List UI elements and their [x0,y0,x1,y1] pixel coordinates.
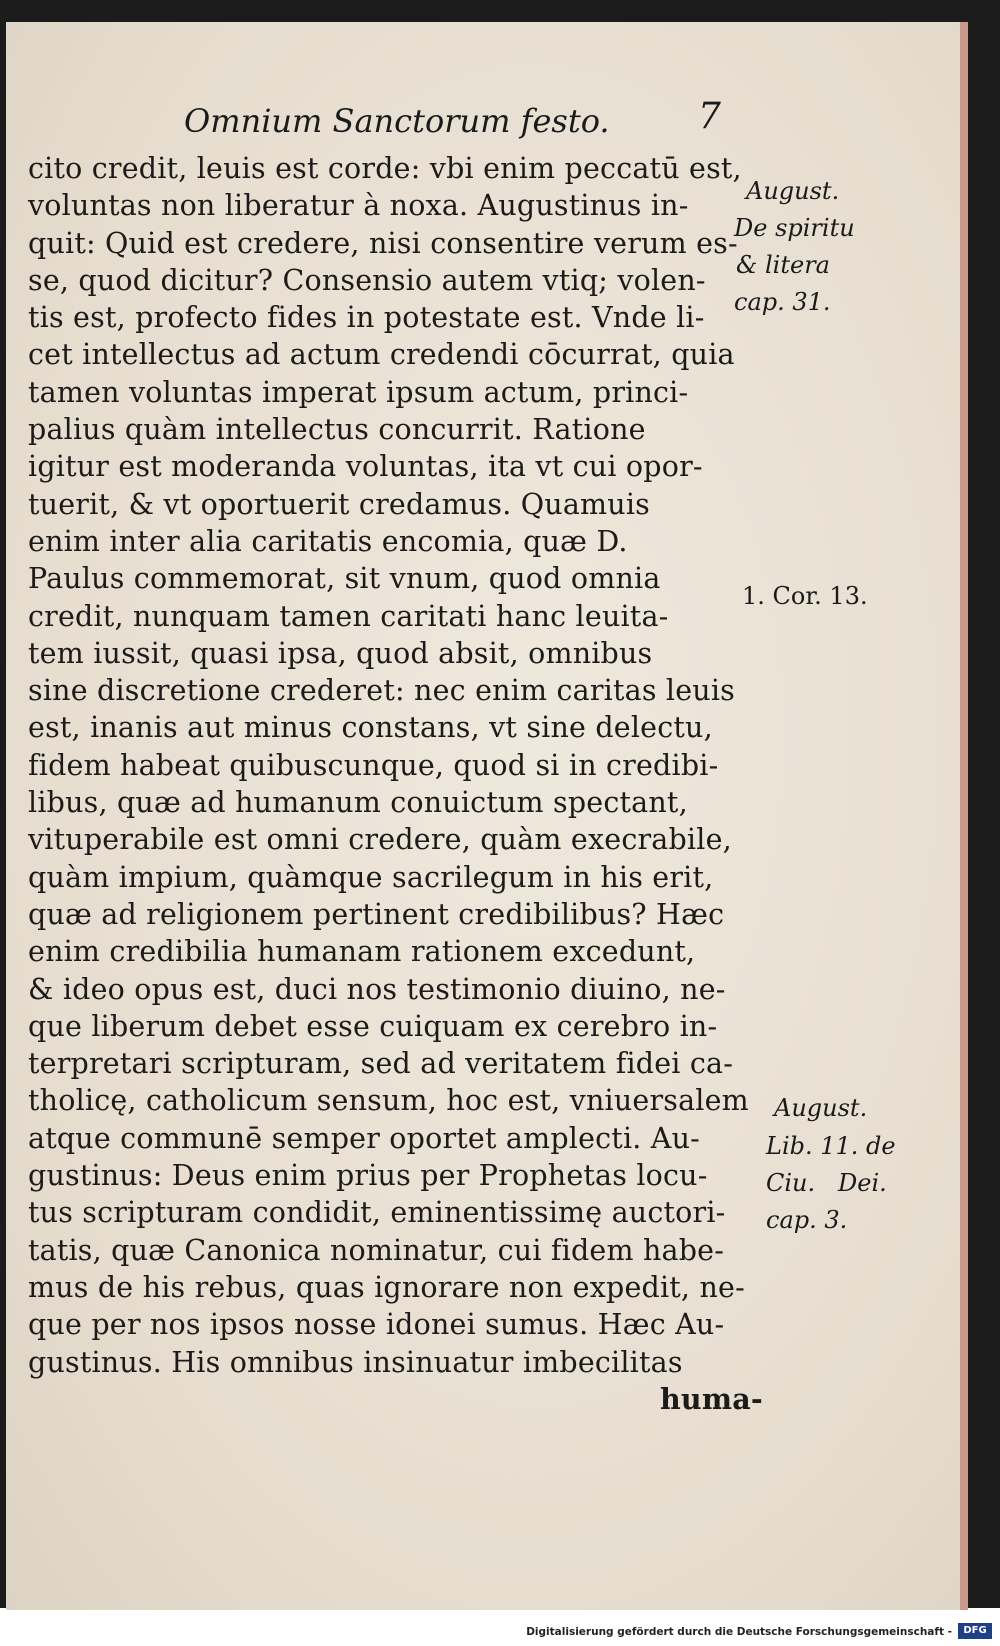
text-line: atque communē semper oportet amplecti. Au- [28,1121,700,1155]
text-line: enim inter alia caritatis encomia, quæ D. [28,524,628,558]
page-edge [960,22,968,1610]
text-line: quàm impium, quàmque sacrilegum in his erit, [28,860,714,894]
catchword: huma- [660,1381,763,1416]
text-line: palius quàm intellectus concurrit. Ratione [28,413,646,447]
book-page [6,22,964,1610]
text-line: Paulus commemorat, sit vnum, quod omnia [28,562,661,596]
text-line: gustinus. His omnibus insinuatur imbecilitas [28,1345,683,1379]
marginal-note-cap: cap. 3. [766,1206,848,1234]
text-line: tamen voluntas imperat ipsum actum, princi- [28,375,689,409]
text-line: credit, nunquam tamen caritati hanc leuita- [28,599,669,633]
text-line: quæ ad religionem pertinent credibilibus? Hæc [28,897,725,931]
text-line: & ideo opus est, duci nos testimonio diuino, ne- [28,972,726,1006]
text-line: tatis, quæ Canonica nominatur, cui fidem habe- [28,1233,725,1267]
text-line: mus de his rebus, quas ignorare non expedit, ne- [28,1270,745,1304]
marginal-note-lib-de: Lib. 11. de [766,1132,896,1160]
running-title: Omnium Sanctorum festo. [184,102,610,140]
text-line: tem iussit, quasi ipsa, quod absit, omnibus [28,636,653,670]
text-line: vituperabile est omni credere, quàm execrabile, [28,823,732,857]
text-line: gustinus: Deus enim prius per Prophetas locu- [28,1159,708,1193]
text-line: voluntas non liberatur à noxa. Augustinus in- [28,189,689,223]
page-number: 7 [698,96,721,137]
marginal-note-de-spiritu: De spiritu [734,214,855,242]
dfg-logo: DFG [958,1623,992,1639]
text-line: que per nos ipsos nosse idonei sumus. Hæc Au- [28,1308,725,1342]
marginal-notes [6,22,964,1610]
text-line: est, inanis aut minus constans, vt sine delectu, [28,711,713,745]
text-line: igitur est moderanda voluntas, ita vt cui opor- [28,450,703,484]
text-line: tholicę, catholicum sensum, hoc est, vniuersalem [28,1084,749,1118]
text-line: sine discretione crederet: nec enim caritas leuis [28,674,735,708]
text-line: libus, quæ ad humanum conuictum spectant, [28,786,688,820]
marginal-note-cap: cap. 31. [734,288,831,316]
text-line: enim credibilia humanam rationem excedunt, [28,935,696,969]
text-line: tuerit, & vt oportuerit credamus. Quamuis [28,487,650,521]
text-line: quit: Quid est credere, nisi consentire verum es- [28,226,738,260]
text-line: tis est, profecto fides in potestate est. Vnde li- [28,301,705,335]
marginal-note-august: August. [774,1094,868,1122]
marginal-note-ciu-dei: Ciu. Dei. [766,1169,887,1197]
text-line: fidem habeat quibuscunque, quod si in credibi- [28,748,719,782]
text-line: tus scripturam condidit, eminentissimę auctori- [28,1196,726,1230]
marginal-note-august: August. [746,177,840,205]
funding-credit: Digitalisierung gefördert durch die Deutsche Forschungsgemeinschaft - [526,1626,952,1638]
footer [0,1610,1000,1646]
text-line: que liberum debet esse cuiquam ex cerebro in- [28,1009,718,1043]
text-line: cet intellectus ad actum credendi cōcurrat, quia [28,338,735,372]
text-line: terpretari scripturam, sed ad veritatem fidei ca- [28,1047,734,1081]
marginal-note-corinthians: 1. Cor. 13. [742,582,868,610]
text-line: cito credit, leuis est corde: vbi enim peccatū est, [28,152,742,185]
marginal-note-et-litera: & litera [736,251,830,279]
text-line: se, quod dicitur? Consensio autem vtiq; volen- [28,263,706,297]
